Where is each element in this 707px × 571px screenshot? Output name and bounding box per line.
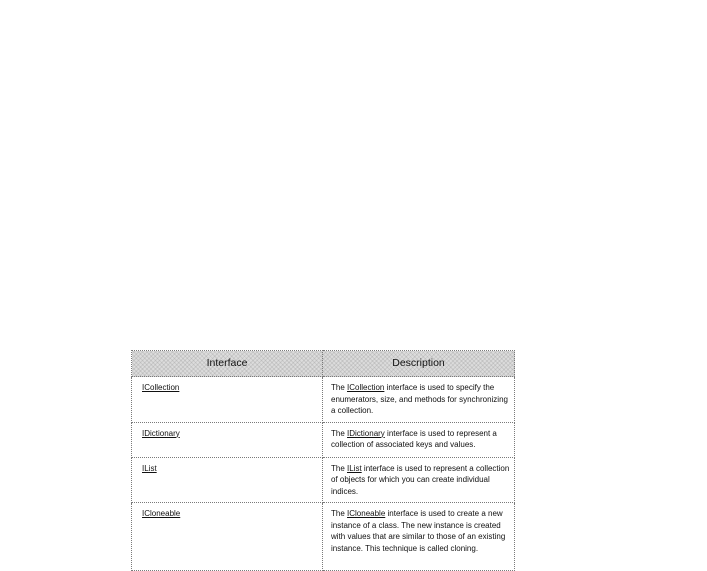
description-link-idictionary[interactable]: IDictionary [347,428,385,438]
description-prefix: The [331,383,348,392]
table-header-row [132,351,515,377]
interface-cell [132,503,323,571]
interface-cell [132,377,323,423]
table-row [132,503,515,571]
description-link-icloneable[interactable]: ICloneable [347,509,386,518]
interface-cell [132,457,323,503]
description-link-ilist[interactable]: IList [347,463,362,473]
description-cell [323,422,515,457]
interface-link-ilist[interactable]: IList [142,463,157,473]
header-interface: Interface [132,351,323,377]
description-prefix: The [331,463,348,473]
interface-link-icollection[interactable]: ICollection [142,383,180,392]
description-cell [323,377,515,423]
header-description: Description [323,351,515,377]
table-row [132,457,515,503]
interface-link-idictionary[interactable]: IDictionary [142,428,180,438]
interface-link-icloneable[interactable]: ICloneable [142,509,181,518]
description-text: interface is used to specify the enumerators, size, and methods for synchronizing a collection. [331,383,508,415]
description-text: interface is used to create a new instance of a class. The new instance is created with values that are similar to those of an existing instance. This technique is called cloning. [331,509,506,553]
description-cell [323,503,515,571]
description-cell [323,457,515,503]
table-row [132,422,515,457]
description-text: interface is used to represent a collection of objects for which you can create individual indices. [331,463,510,496]
description-text: interface is used to represent a collection of associated keys and values. [331,428,497,449]
description-prefix: The [331,428,348,438]
description-prefix: The [331,509,348,518]
interface-cell [132,422,323,457]
interfaces-table [131,350,515,571]
description-link-icollection[interactable]: ICollection [347,383,385,392]
table-row [132,377,515,423]
